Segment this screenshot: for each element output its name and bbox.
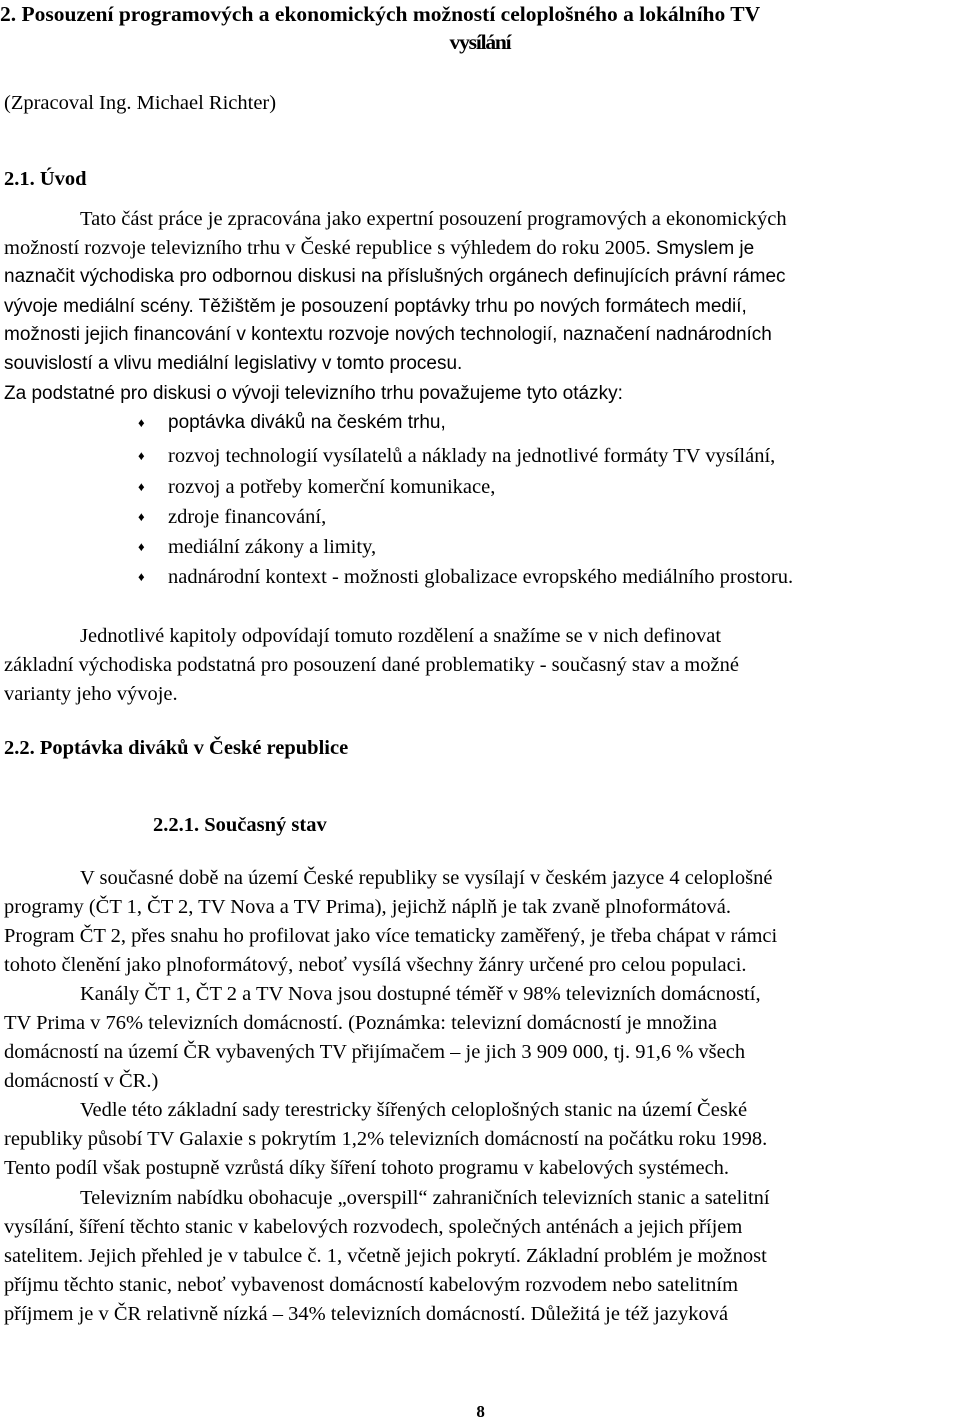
demand-p3-line1: Vedle této základní sady terestricky šířených celoplošných stanic na území České [80, 1099, 748, 1121]
demand-p2-line4: domácností v ČR.) [4, 1070, 159, 1092]
diamond-bullet-icon: ♦ [138, 569, 145, 584]
list-item: rozvoj technologií vysílatelů a náklady na jednotlivé formáty TV vysílání, [168, 445, 776, 467]
page-number: 8 [476, 1402, 484, 1421]
demand-p4-line1: Televizním nabídku obohacuje „overspill“ zahraničních televizních stanic a satelitní [80, 1187, 770, 1209]
intro-p1-line2: možností rozvoje televizního trhu v České republice s výhledem do roku 2005. Smyslem je [4, 237, 755, 259]
diamond-bullet-icon: ♦ [138, 539, 145, 554]
diamond-bullet-icon: ♦ [138, 415, 145, 430]
diamond-bullet-icon: ♦ [138, 448, 145, 463]
demand-p1-line4: tohoto členění jako plnoformátový, neboť vysílá všechny žánry určené pro celou populaci. [4, 954, 747, 976]
demand-p1-line2: programy (ČT 1, ČT 2, TV Nova a TV Prima), jejichž náplň je tak zvaně plnoformátová. [4, 896, 732, 918]
demand-p1-line1: V současné době na území České republiky se vysílají v českém jazyce 4 celoplošné [80, 867, 773, 889]
demand-p2-line2: TV Prima v 76% televizních domácností. (Poznámka: televizní domácností je množina [4, 1012, 717, 1034]
intro-p3-line3: varianty jeho vývoje. [4, 683, 178, 705]
demand-p3-line3: Tento podíl však postupně vzrůstá díky šíření tohoto programu v kabelových systémech. [4, 1157, 730, 1179]
intro-p1-line3: naznačit východiska pro odbornou diskusi na příslušných orgánech definujících právní rámec [4, 266, 786, 287]
section-title-demand: 2.2. Poptávka diváků v České republice [4, 737, 349, 759]
subsection-title-current-state: 2.2.1. Současný stav [153, 814, 327, 836]
intro-p1-line4: vývoje mediální scény. Těžištěm je posouzení poptávky trhu po nových formátech medií, [4, 296, 747, 317]
diamond-bullet-icon: ♦ [138, 479, 145, 494]
intro-p3-line1: Jednotlivé kapitoly odpovídají tomuto rozdělení a snažíme se v nich definovat [80, 625, 722, 647]
intro-p1-line1: Tato část práce je zpracována jako expertní posouzení programových a ekonomických [80, 208, 787, 230]
intro-p2-line1: Za podstatné pro diskusi o vývoji televizního trhu považujeme tyto otázky: [4, 383, 623, 404]
list-item: zdroje financování, [168, 506, 327, 528]
section-title-intro: 2.1. Úvod [4, 168, 87, 190]
list-item: mediální zákony a limity, [168, 536, 377, 558]
demand-p4-line4: příjmu těchto stanic, neboť vybavenost domácností kabelovým rozvodem nebo satelitním [4, 1274, 739, 1296]
diamond-bullet-icon: ♦ [138, 509, 145, 524]
page-heading-line2: vysílání [449, 30, 511, 54]
intro-p1-line5: možnosti jejich financování v kontextu rozvoje nových technologií, naznačení nadnárodních [4, 324, 772, 345]
demand-p3-line2: republiky působí TV Galaxie s pokrytím 1,2% televizních domácností na počátku roku 1998. [4, 1128, 768, 1150]
page-heading-line1: 2. Posouzení programových a ekonomických možností celoplošného a lokálního TV [0, 2, 761, 26]
list-item: poptávka diváků na českém trhu, [168, 412, 446, 433]
demand-p2-line1: Kanály ČT 1, ČT 2 a TV Nova jsou dostupné téměř v 98% televizních domácností, [80, 983, 761, 1005]
demand-p4-line2: vysílání, šíření těchto stanic v kabelových rozvodech, společných anténách a jejich příjem [4, 1216, 743, 1238]
demand-p1-line3: Program ČT 2, přes snahu ho profilovat jako více tematicky zaměřený, je třeba chápat v rámci [4, 925, 778, 947]
author-note: (Zpracoval Ing. Michael Richter) [4, 92, 277, 114]
intro-p1-line6: souvislostí a vlivu mediální legislativy v tomto procesu. [4, 353, 463, 374]
intro-p3-line2: základní východiska podstatná pro posouzení dané problematiky - současný stav a možné [4, 654, 739, 676]
demand-p4-line5: příjmem je v ČR relativně nízká – 34% televizních domácností. Důležitá je též jazyková [4, 1303, 729, 1325]
demand-p4-line3: satelitem. Jejich přehled je v tabulce č. 1, včetně jejich pokrytí. Základní problém je možnost [4, 1245, 767, 1267]
list-item: rozvoj a potřeby komerční komunikace, [168, 476, 496, 498]
list-item: nadnárodní kontext - možnosti globalizace evropského mediálního prostoru. [168, 566, 794, 588]
demand-p2-line3: domácností na území ČR vybavených TV přijímačem – je jich 3 909 000, tj. 91,6 % všech [4, 1041, 746, 1063]
